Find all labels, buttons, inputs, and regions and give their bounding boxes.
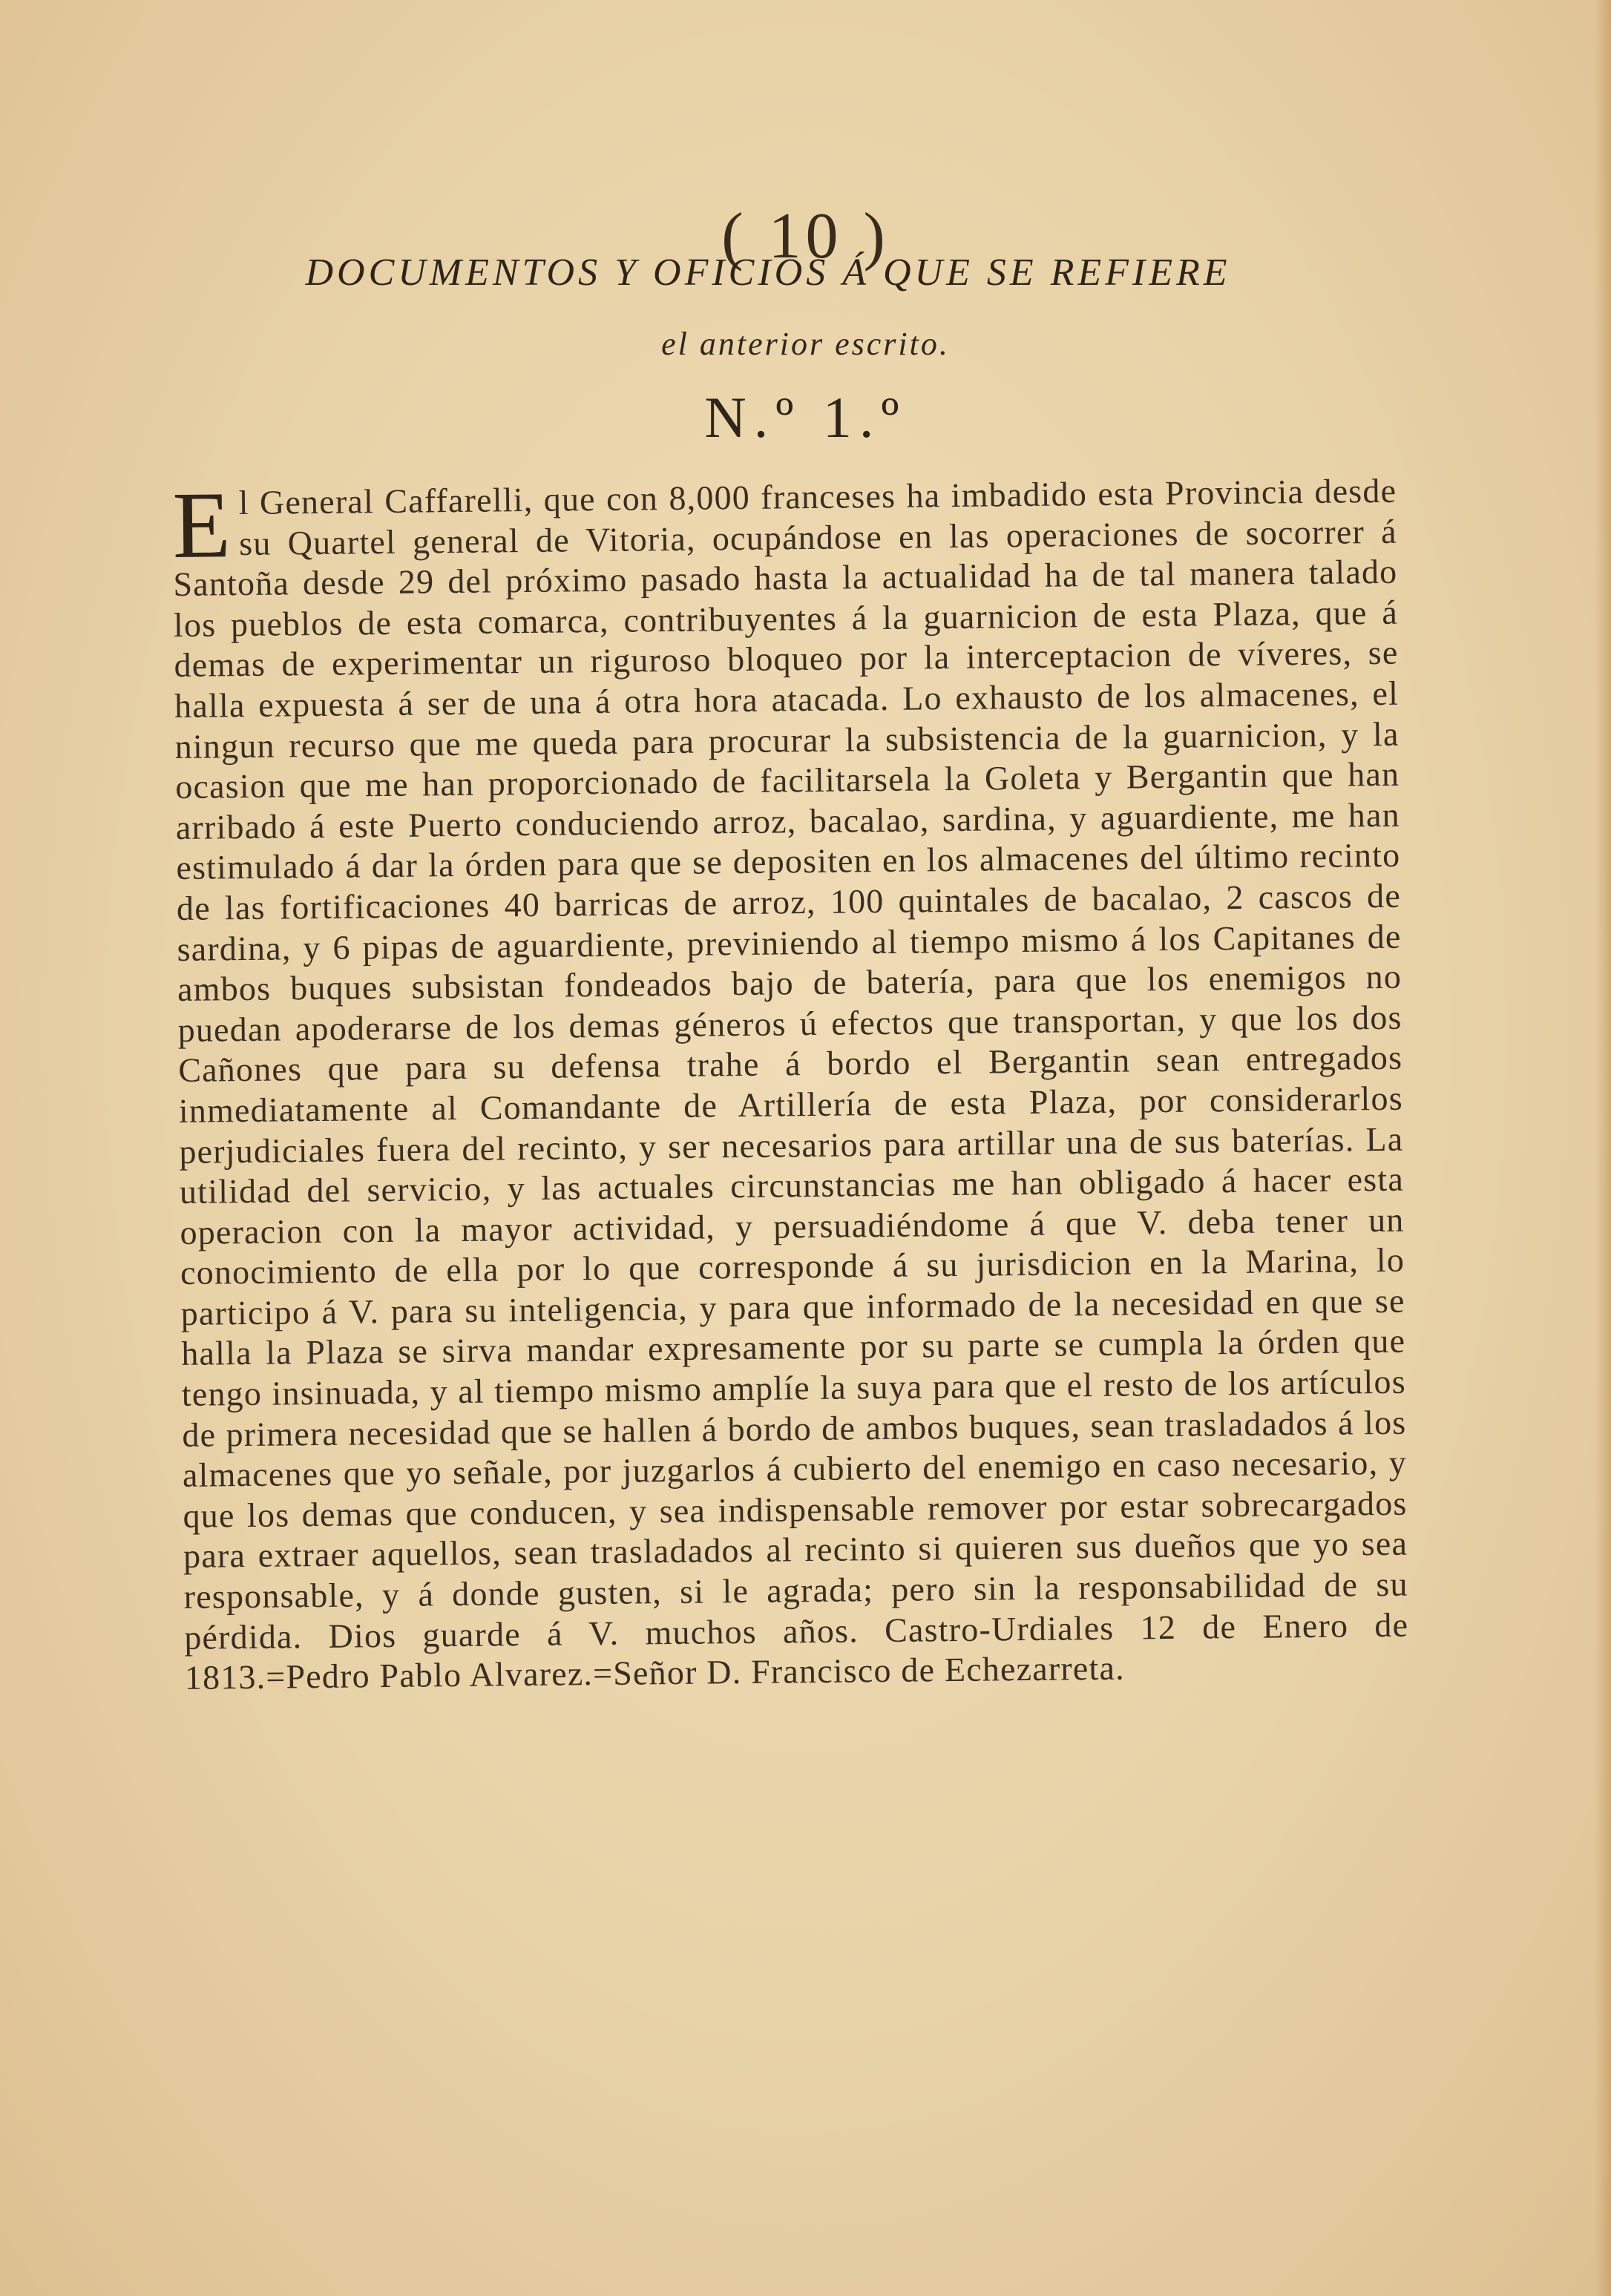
document-subheading: el anterior escrito. <box>661 326 950 362</box>
document-heading: DOCUMENTOS Y OFICIOS Á QUE SE REFIERE <box>305 251 1231 294</box>
body-text: l General Caffarelli, que con 8,000 franceses ha imbadido esta Provincia desde su Quartel general de Vitoria, ocupándose en las operaciones de socorrer á Santoña desde 29 del próximo pasado hasta la actualidad ha de tal manera talado los pueblos de esta comarca, contribuyentes á la guarnicion de esta Plaza, que á demas de experimentar un riguroso bloqueo por la interceptacion de víveres, se halla expuesta á ser de una á otra hora atacada. Lo exhausto de los almacenes, el ningun recurso que me queda para procurar la subsistencia de la guarnicion, y la ocasion que me han proporcionado de facilitarsela la Goleta y Bergantin que han arribado á este Puerto conduciendo arroz, bacalao, sardina, y aguardiente, me han estimulado á dar la órden para que se depositen en los almacenes del último recinto de las fortificaciones 40 barricas de arroz, 100 quintales de bacalao, 2 cascos de sardina, y 6 pipas de aguardiente, previniendo al tiempo mismo á los Capitanes de ambos buques subsistan fondeados bajo de batería, para que los enemigos no puedan apoderarse de los demas géneros ú efectos que transportan, y que los dos Cañones que para su defensa trahe á bordo el Bergantin sean entregados inmediatamente al Comandante de Artillería de esta Plaza, por considerarlos perjudiciales fuera del recinto, y ser necesarios para artillar una de sus baterías. La utilidad del servicio, y las actuales circunstancias me han obligado á hacer esta operacion con la mayor actividad, y persuadiéndome á que V. deba tener un conocimiento de ella por lo que corresponde á su jurisdicion en la Marina, lo participo á V. para su inteligencia, y para que informado de la necesidad en que se halla la Plaza se sirva mandar expresamente por su parte se cumpla la órden que tengo insinuada, y al tiempo mismo amplíe la suya para que el resto de los artículos de primera necesidad que se hallen á bordo de ambos buques, sean trasladados á los almacenes que yo señale, por juzgarlos á cubierto del enemigo en caso necesario, y que los demas que conducen, y sea indispensable remover por estar sobrecargados para extraer aquellos, sean trasladados al recinto si quieren sus dueños que yo sea responsable, y á donde gusten, si le agrada; pero sin la responsabilidad de su pérdida. Dios guarde á V. muchos años. Castro-Urdiales 12 de Enero de 1813.=Pedro Pablo Alvarez.=Señor D. Francisco de Echezarreta. <box>173 471 1409 1697</box>
drop-cap: E <box>171 472 232 578</box>
document-number: N.º 1.º <box>704 385 907 450</box>
body-paragraph <box>172 471 1409 1699</box>
page-number: ( 10 ) <box>721 200 890 272</box>
